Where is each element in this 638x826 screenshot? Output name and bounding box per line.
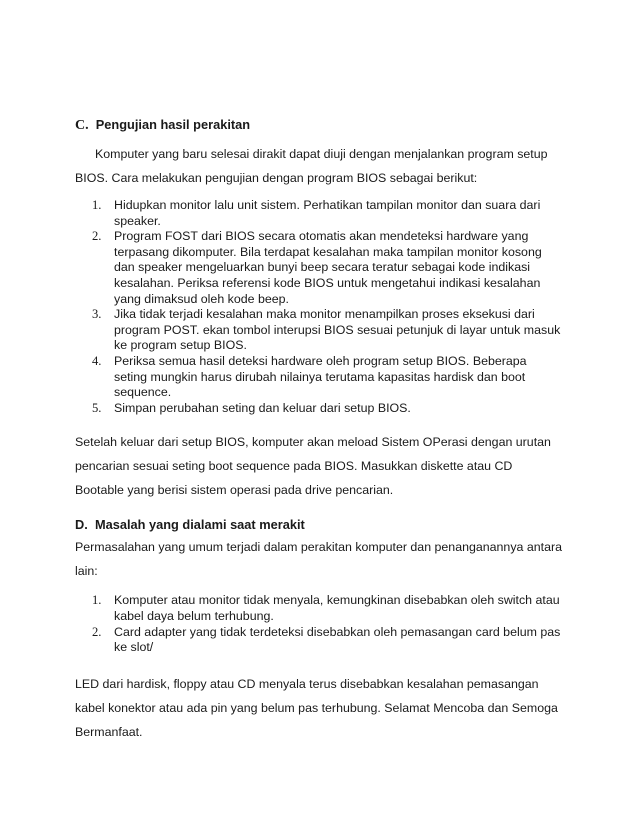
list-item xyxy=(75,229,563,307)
list-item-text: Program FOST dari BIOS secara otomatis akan mendeteksi hardware yang terpasang dikomputer. Bila terdapat kesalahan maka tampilan monitor kosong dan speaker mengeluarkan bunyi beep secara teratur sebagai kode indikasi kesalahan. Periksa referensi kode BIOS untuk mengetahui indikasi kesalahan yang dimaksud oleh kode beep. xyxy=(114,229,542,306)
list-item xyxy=(75,401,563,417)
list-item-number: 1. xyxy=(92,593,102,608)
list-item-text: Jika tidak terjadi kesalahan maka monitor menampilkan proses eksekusi dari program POST. ekan tombol interupsi BIOS sesuai petunjuk di layar untuk masuk ke program setup BIOS. xyxy=(114,307,561,353)
section-d-letter: D. xyxy=(75,517,88,533)
list-item-text: Periksa semua hasil deteksi hardware oleh program setup BIOS. Beberapa seting mungkin harus dirubah nilainya terutama kapasitas hardisk dan boot sequence. xyxy=(114,353,527,400)
section-d-heading xyxy=(75,515,563,535)
section-c-heading xyxy=(75,115,563,136)
list-item-number: 2. xyxy=(92,229,102,244)
list-item xyxy=(75,198,563,229)
bios-test-steps xyxy=(75,198,563,416)
list-item xyxy=(75,354,563,401)
section-c-closing: Setelah keluar dari setup BIOS, komputer akan meload Sistem OPerasi dengan urutan pencarian sesuai seting boot sequence pada BIOS. Masukkan diskette atau CD Bootable yang berisi sistem operasi pada drive pencarian. xyxy=(75,435,551,498)
list-item-number: 5. xyxy=(92,400,102,415)
section-d-closing: LED dari hardisk, floppy atau CD menyala terus disebabkan kesalahan pemasangan kabel konektor atau ada pin yang belum pas terhubung. Selamat Mencoba dan Semoga Bermanfaat. xyxy=(75,676,558,739)
section-d-title: Masalah yang dialami saat merakit xyxy=(94,517,305,533)
list-item-number: 2. xyxy=(92,624,102,639)
list-item-number: 3. xyxy=(92,307,102,322)
document-content xyxy=(75,115,563,744)
section-c-letter: C. xyxy=(75,118,89,133)
section-c-intro: Komputer yang baru selesai dirakit dapat diuji dengan menjalankan program setup BIOS. Cara melakukan pengujian dengan program BIOS sebagai berikut: xyxy=(75,147,548,185)
list-item-text: Card adapter yang tidak terdeteksi disebabkan oleh pemasangan card belum pas ke slot/ xyxy=(114,624,561,655)
section-d-intro: Permasalahan yang umum terjadi dalam perakitan komputer dan penanganannya antara lain: xyxy=(75,540,562,579)
list-item-text: Simpan perubahan seting dan keluar dari setup BIOS. xyxy=(114,400,411,415)
list-item xyxy=(75,307,563,354)
list-item-text: Komputer atau monitor tidak menyala, kemungkinan disebabkan oleh switch atau kabel daya belum terhubung. xyxy=(114,593,560,623)
list-item-text: Hidupkan monitor lalu unit sistem. Perhatikan tampilan monitor dan suara dari speaker. xyxy=(114,198,541,228)
list-item-number: 4. xyxy=(92,353,102,368)
section-c-title: Pengujian hasil perakitan xyxy=(95,117,251,132)
list-item-number: 1. xyxy=(92,198,102,212)
assembly-problems-list xyxy=(75,593,563,655)
list-item xyxy=(75,625,563,656)
list-item xyxy=(75,593,563,624)
